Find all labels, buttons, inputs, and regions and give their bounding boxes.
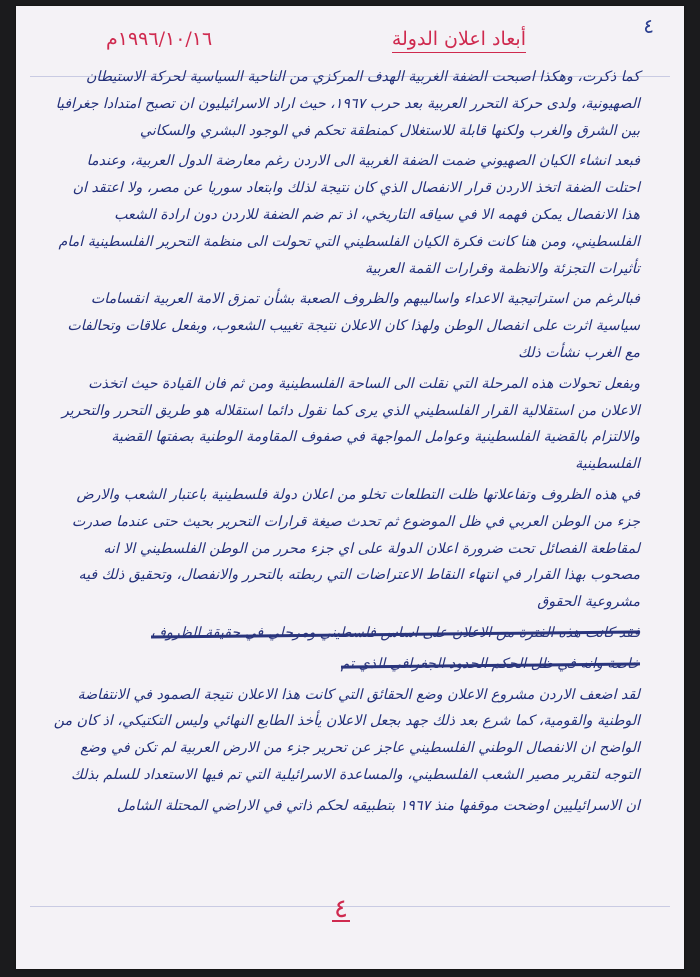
struck-text: فقد كانت هذه الفترة من الاعلان على اساس فلسطيني ومرحلي في حقيقة الظروف (151, 624, 640, 641)
paragraph: في هذه الظروف وتفاعلاتها ظلت التطلعات تخلو من اعلان دولة فلسطينية باعتبار الشعب والارض جزء من الوطن العربي في ظل الموضوع ثم تحدث صيغة قرارات التحرير بحيث حتى عندما صدرت لمقاطعة الفصائل تحت ضرورة اعلان الدولة على اي جزء محرر من الوطن الفلسطيني الا انه مصحوب بهذا القرار في انتهاء النقاط الاعتراضات التي ربطته بالتحرر والانفصال، وتحقيق ذلك فيه مشروعية الحقوق (71, 486, 640, 611)
paragraph: فبعد انشاء الكيان الصهيوني ضمت الضفة الغربية الى الاردن رغم معارضة الدول العربية، وعندما احتلت الضفة اتخذ الاردن قرار الانفصال الذي كان نتيجة لذلك وابتعاد سوريا عن مصر، ولا اعتقد ان هذا الانفصال يمكن فهمه الا في سياقه التاريخي، اذ تم ضم الضفة للاردن دون ارادة الشعب الفلسطيني، ومن هنا كانت فكرة الكيان الفلسطيني التي تحولت الى منظمة التحرير الفلسطينية امام تأثيرات التجزئة والانظمة وقرارات القمة العربية (58, 153, 640, 277)
manuscript-body (50, 64, 640, 820)
ruled-line (30, 906, 670, 907)
struck-through-line (50, 651, 640, 678)
page-number-top: ٤ (643, 14, 654, 38)
paragraph: ان الاسرائيليين اوضحت موقفها منذ ١٩٦٧ بتطبيقه لحكم ذاتي في الاراضي المحتلة الشامل (116, 797, 640, 814)
page-number-bottom: ٤ (334, 894, 348, 924)
struck-through-line (50, 620, 640, 647)
page-header (106, 28, 526, 53)
paragraph: لقد اضعف الاردن مشروع الاعلان وضع الحقائق التي كانت هذا الاعلان نتيجة الصمود في الانتفاضة الوطنية والقومية، كما شرع بعد ذلك جهد بجعل الاعلان يأخذ الطابع النهائي وليس التكتيكي، اذ كان من الواضح ان الانفصال الوطني الفلسطيني عاجز عن تحرير جزء من الارض العربية لم تكن في وضع التوجه لتقرير مصير الشعب الفلسطيني، والمساعدة الاسرائيلية التي تم فيها الاستعداد للسلم بذلك (53, 686, 640, 783)
struck-text: خاصة وانه في ظل الحكم الحدود الجغرافي الذي تم (340, 655, 640, 672)
page-title: أبعاد اعلان الدولة (392, 28, 526, 53)
handwritten-page (16, 6, 684, 969)
paragraph: كما ذكرت، وهكذا اصبحت الضفة الغربية الهدف المركزي من الناحية السياسية لحركة الاستيطان الصهيونية، ولدى حركة التحرر العربية بعد حرب ١٩٦٧، حيث اراد الاسرائيليون ان تصبح امتدادا جغرافيا بين الشرق والغرب ولكنها قابلة للاستغلال كمنطقة تحكم في الوجود البشري والسكاني (55, 69, 640, 139)
header-date: ١٩٩٦/١٠/١٦م (106, 28, 213, 50)
paragraph: وبفعل تحولات هذه المرحلة التي نقلت الى الساحة الفلسطينية ومن ثم فان القيادة حيث اتخذت الاعلان من استقلالية القرار الفلسطيني الذي يرى كما نقول دائما استقلاله هو طريق التحرر والتحرير والالتزام بالقضية الفلسطينية وعوامل المواجهة في صفوف المقاومة الوطنية بصفتها القضية الفلسطينية (61, 375, 640, 473)
paragraph: فبالرغم من استراتيجية الاعداء واساليبهم والظروف الصعبة بشأن تمزق الامة العربية انقسامات سياسية اثرت على انفصال الوطن ولهذا كان الاعلان نتيجة تغييب الشعوب، وبفعل علاقات وتحالفات مع الغرب نشأت ذلك (67, 291, 640, 361)
